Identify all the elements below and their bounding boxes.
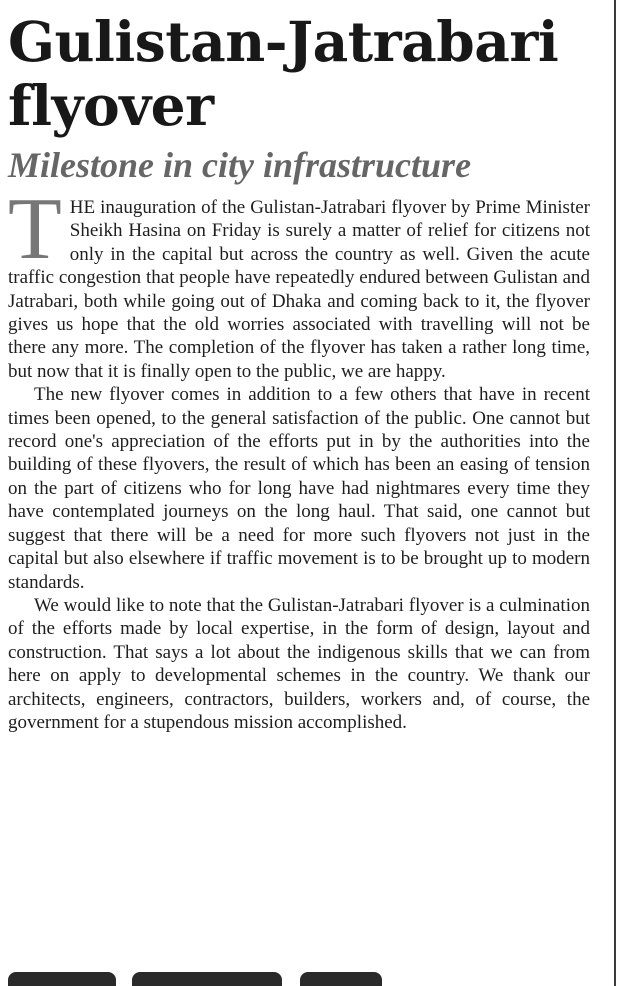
article-body: [8, 181, 590, 734]
paragraph-1-text: HE inauguration of the Gulistan-Jatrabari flyover by Prime Minister Sheikh Hasina on Friday is surely a matter of relief for citizens not only in the capital but across the country as well. Given the acute traffic congestion that people have repeatedly endured between Gulistan and Jatrabari, both while going out of Dhaka and coming back to it, the flyover gives us hope that the old worries associated with travelling will not be there any more. The completion of the flyover has taken a rather long time, but now that it is finally open to the public, we are happy.: [8, 197, 590, 382]
next-headline-cropped: [8, 972, 568, 986]
drop-cap: T: [8, 181, 62, 278]
paragraph-2: The new flyover comes in addition to a few others that have in recent times been opened, to the general satisfaction of the public. One cannot but record one's appreciation of the efforts put in by the authorities into the building of these flyovers, the result of which has been an easing of tension on the part of citizens who for long have had nightmares every time they have contemplated journeys on the long haul. That said, one cannot but suggest that there will be a need for more such flyovers not just in the capital but also elsewhere if traffic movement is to be brought up to modern standards.: [8, 384, 590, 593]
paragraph-3: We would like to note that the Gulistan-Jatrabari flyover is a culmination of the efforts made by local expertise, in the form of design, layout and construction. That says a lot about the indigenous skills that we can from here on apply to developmental schemes in the country. We thank our architects, engineers, contractors, builders, workers and, of course, the government for a stupendous mission accomplished.: [8, 594, 590, 733]
editorial-column: [8, 10, 590, 734]
subheadline: Milestone in city infrastructure: [8, 145, 472, 185]
paragraph-1: [8, 181, 590, 383]
column-rule: [614, 0, 616, 986]
headline: Gulistan-Jatrabari flyover: [8, 9, 559, 138]
